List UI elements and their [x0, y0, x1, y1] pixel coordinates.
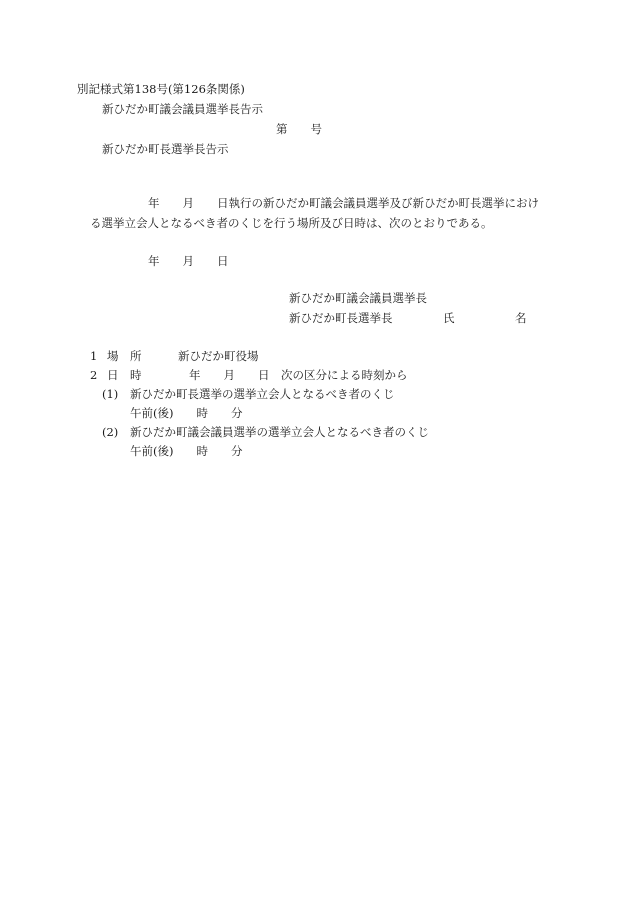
- item-label: 日 時: [107, 368, 142, 382]
- subitem-text: 新ひだか町長選挙の選挙立会人となるべき者のくじ: [130, 387, 395, 401]
- item-number: 2: [90, 368, 98, 382]
- subitem-time: 午前(後) 時 分: [130, 406, 243, 420]
- form-label: 別記様式第138号(第126条関係): [77, 82, 245, 96]
- subitem-time: 午前(後) 時 分: [130, 444, 243, 458]
- item-label: 場 所: [107, 349, 142, 363]
- item-value: 年 月 日 次の区分による時刻から: [189, 368, 408, 382]
- subitem-number: (1): [102, 387, 119, 401]
- name-label-family: 氏: [443, 311, 455, 325]
- assembly-election-chief: 新ひだか町議会議員選挙長: [289, 291, 427, 305]
- subitem-text: 新ひだか町議会議員選挙の選挙立会人となるべき者のくじ: [130, 425, 429, 439]
- subitem-number: (2): [102, 425, 119, 439]
- body-line-1: 年 月 日執行の新ひだか町議会議員選挙及び新ひだか町長選挙におけ: [148, 196, 539, 210]
- mayor-election-chief: 新ひだか町長選挙長: [289, 311, 393, 325]
- notice-date: 年 月 日: [148, 254, 229, 268]
- name-label-given: 名: [515, 311, 527, 325]
- item-number: 1: [90, 349, 98, 363]
- body-line-2: る選挙立会人となるべき者のくじを行う場所及び日時は、次のとおりである。: [90, 216, 493, 230]
- assembly-notice-title: 新ひだか町議会議員選挙長告示: [102, 102, 263, 116]
- mayor-notice-title: 新ひだか町長選挙長告示: [102, 142, 229, 156]
- notice-number: 第 号: [276, 122, 322, 136]
- item-value: 新ひだか町役場: [178, 349, 259, 363]
